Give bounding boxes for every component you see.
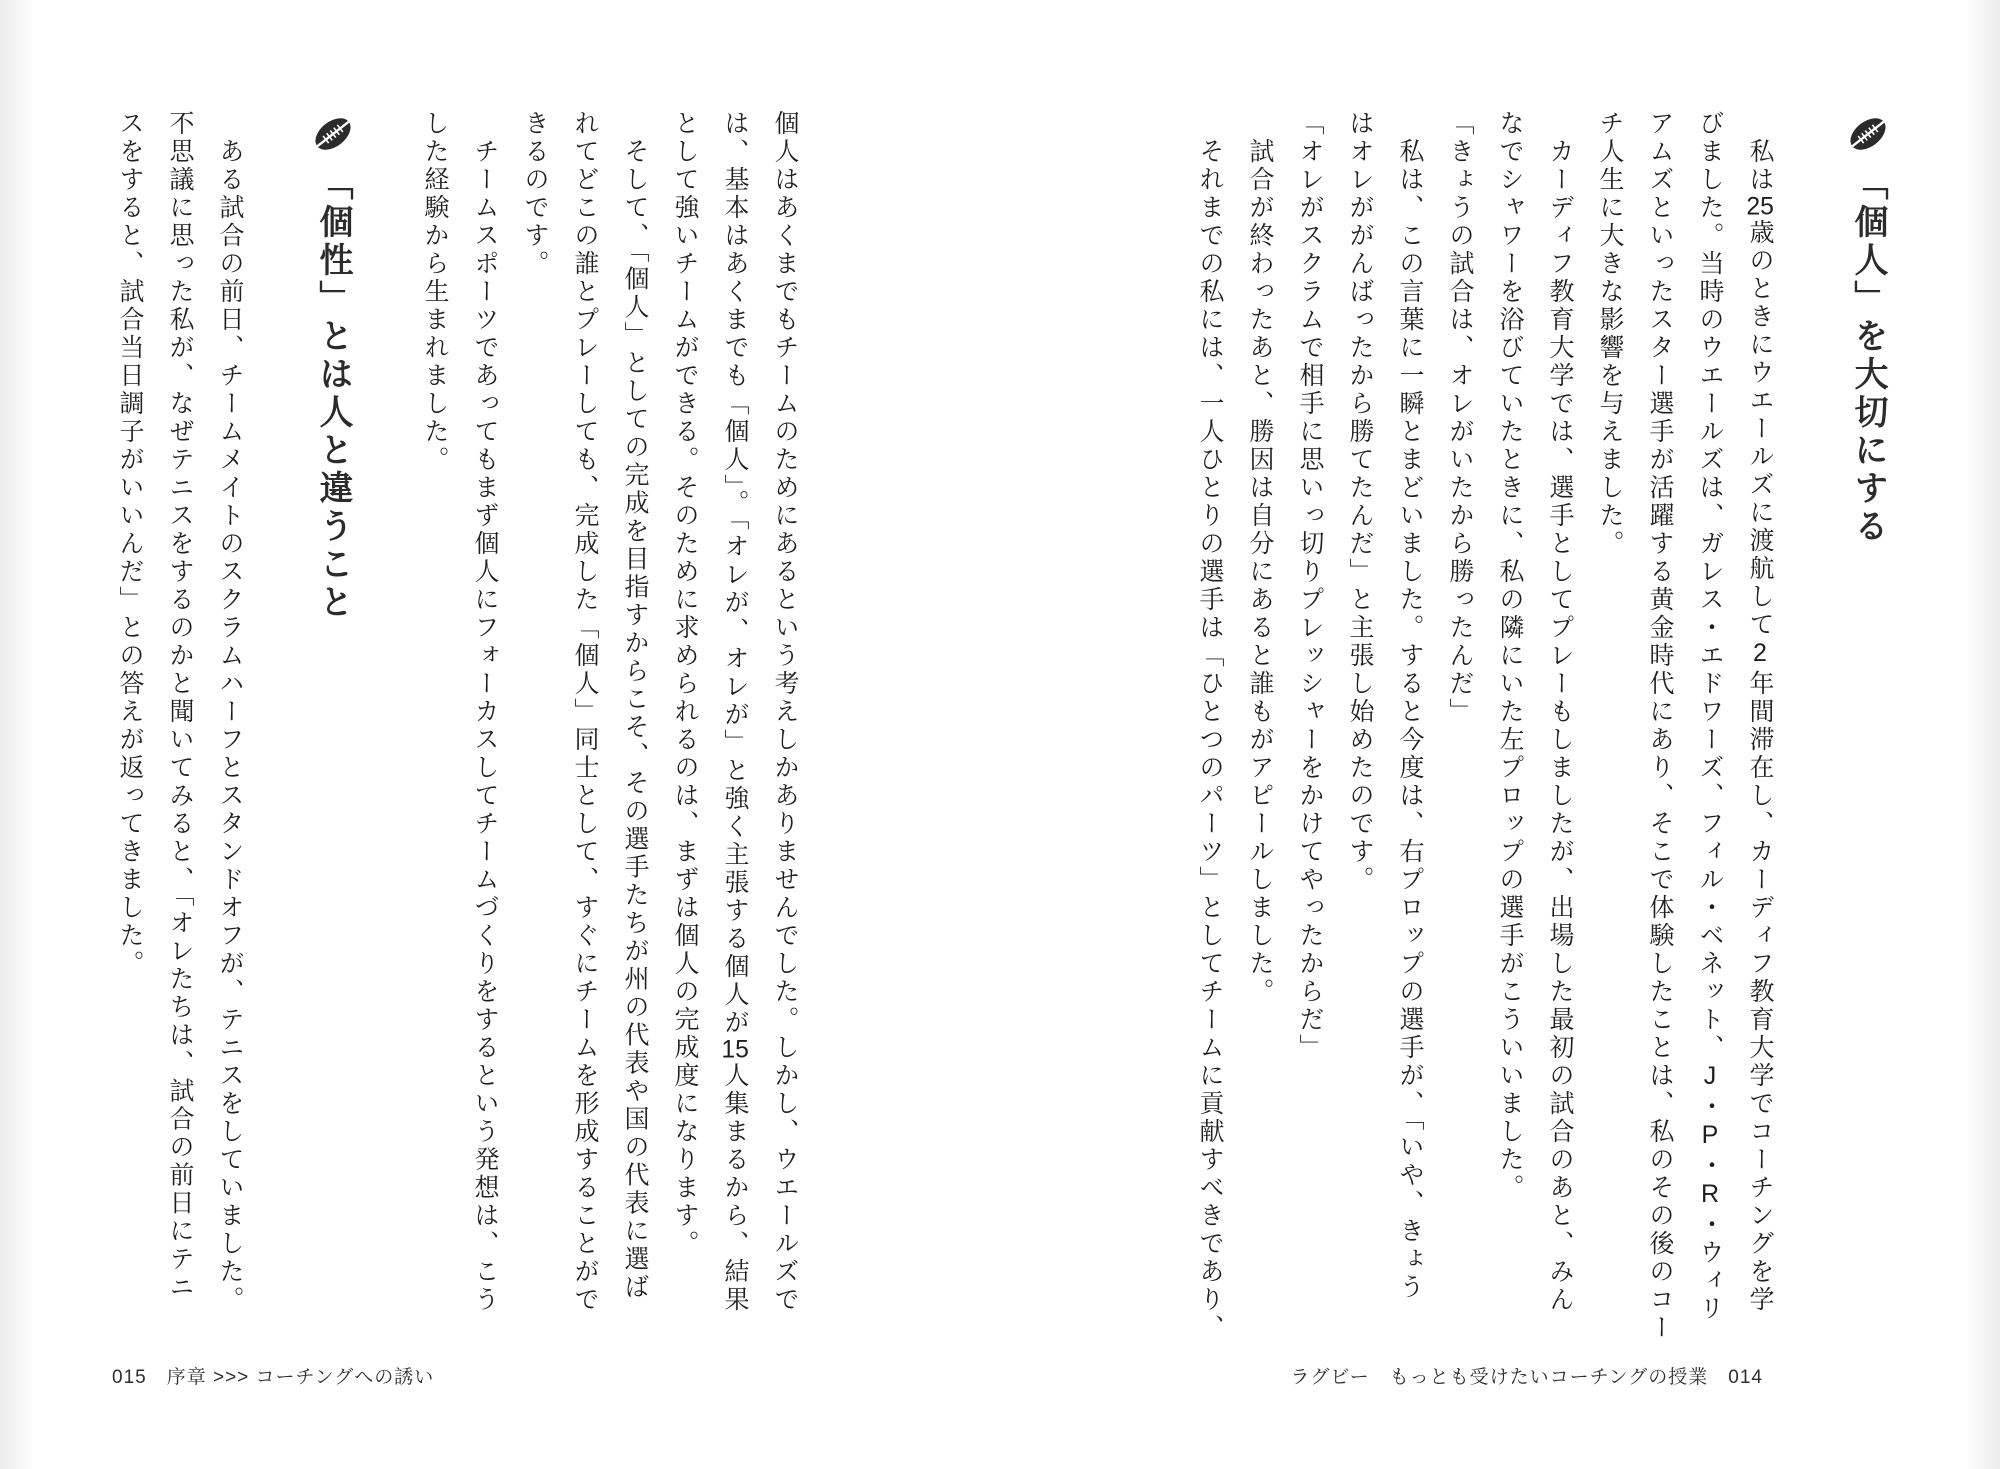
chapter-heading-right: 「個人」を大切にする xyxy=(1849,166,1887,546)
text-column: きるのです。 xyxy=(521,110,549,278)
text-column: として強いチームができる。そのために求められるのは、まずは個人の完成度になります。 xyxy=(671,110,699,1258)
text-column: 私は、この言葉に一瞬とまどいました。すると今度は、右プロップの選手が、「いや、きょう xyxy=(1396,110,1424,1302)
text-column: 私は25歳のときにウエールズに渡航して2年間滞在し、カーディフ教育大学でコーチングを学 xyxy=(1746,110,1774,1314)
page-edge-right xyxy=(1966,0,2000,1469)
text-column: そして、「個人」としての完成を目指すからこそ、その選手たちが州の代表や国の代表に選ば xyxy=(621,110,649,1302)
footer-right: ラグビー もっとも受けたいコーチングの授業 014 xyxy=(1290,1367,1763,1388)
text-column: スをすると、試合当日調子がいいんだ」との答えが返ってきました。 xyxy=(116,110,144,978)
text-column: 「きょうの試合は、オレがいたから勝ったんだ」 xyxy=(1446,110,1474,726)
rugby-ball-icon xyxy=(1846,112,1890,156)
rugby-ball-icon xyxy=(311,112,355,156)
text-column: 個人はあくまでもチームのためにあるという考えしかありませんでした。しかし、ウエールズで xyxy=(771,110,799,1314)
section-heading-left: 「個性」とは人と違うこと xyxy=(314,166,352,622)
text-column: した経験から生まれました。 xyxy=(421,110,449,474)
text-column: びました。当時のウエールズは、ガレス・エドワーズ、フィル・ベネット、J・P・R・ウィリ xyxy=(1696,110,1724,1323)
text-column: はオレががんばったから勝てたんだ」と主張し始めたのです。 xyxy=(1346,110,1374,894)
text-column: 不思議に思った私が、なぜテニスをするのかと聞いてみると、「オレたちは、試合の前日にテニ xyxy=(166,110,194,1302)
text-column: は、基本はあくまでも「個人」。「オレが、オレが」と強く主張する個人が15人集まるから、結果 xyxy=(721,110,749,1314)
text-column: ある試合の前日、チームメイトのスクラムハーフとスタンドオフが、テニスをしていました。 xyxy=(216,110,244,1314)
text-column: カーディフ教育大学では、選手としてプレーもしましたが、出場した最初の試合のあと、みん xyxy=(1546,110,1574,1314)
text-column: なでシャワーを浴びていたときに、私の隣にいた左プロップの選手がこういいました。 xyxy=(1496,110,1524,1202)
text-column: チームスポーツであってもまず個人にフォーカスしてチームづくりをするという発想は、こう xyxy=(471,110,499,1314)
text-column: アムズといったスター選手が活躍する黄金時代にあり、そこで体験したことは、私のその後のコー xyxy=(1646,110,1674,1342)
text-column: 「オレがスクラムで相手に思いっ切りプレッシャーをかけてやったからだ」 xyxy=(1296,110,1324,1062)
page-edge-left xyxy=(0,0,34,1469)
text-column: それまでの私には、一人ひとりの選手は「ひとつのパーツ」としてチームに貢献すべきであり、 xyxy=(1196,110,1224,1342)
text-column: れてどこの誰とプレーしても、完成した「個人」同士として、すぐにチームを形成することがで xyxy=(571,110,599,1314)
text-column: 試合が終わったあと、勝因は自分にあると誰もがアピールしました。 xyxy=(1246,110,1274,1006)
text-column: チ人生に大きな影響を与えました。 xyxy=(1596,110,1624,558)
footer-left: 015 序章 >>> コーチングへの誘い xyxy=(112,1367,435,1388)
